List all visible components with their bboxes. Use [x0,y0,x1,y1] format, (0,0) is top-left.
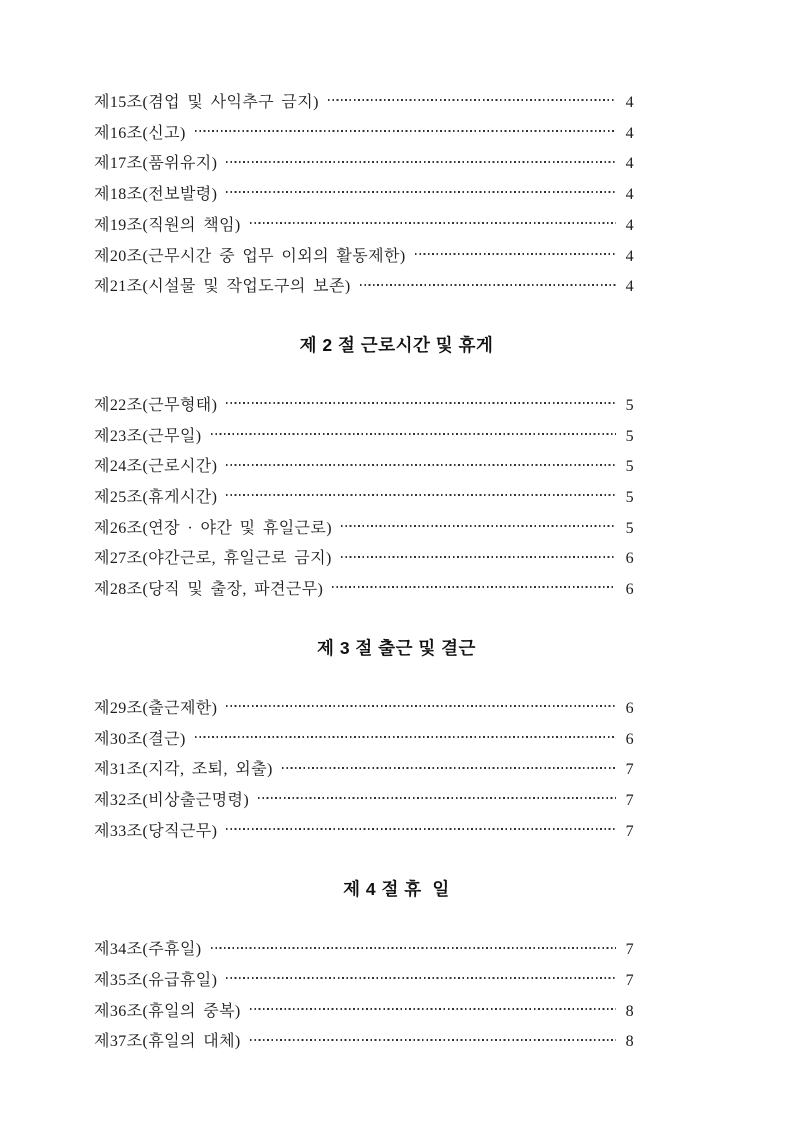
toc-entry [94,786,634,817]
dotted-leader [341,525,616,527]
toc-entry [94,755,634,786]
toc-entry [94,483,634,514]
toc-entry-page-number: 7 [625,791,634,809]
toc-entry-page-number: 7 [625,822,634,840]
table-of-contents [94,88,634,1058]
toc-entry-page-number: 7 [625,941,634,959]
toc-entry-page-number: 6 [625,581,634,599]
toc-entry-page-number: 5 [625,396,634,414]
toc-entry [94,1027,634,1058]
dotted-leader [195,130,616,132]
toc-entry [94,725,634,756]
toc-entry-label: 제29조(출근제한) [94,699,218,717]
toc-entry [94,966,634,997]
toc-entry [94,997,634,1028]
toc-entry-label: 제15조(겸업 및 사익추구 금지) [94,94,319,111]
toc-entry-label: 제32조(비상출근명령) [94,791,250,809]
toc-entry-page-number: 6 [625,550,634,568]
dotted-leader [415,253,616,255]
toc-entry-label: 제21조(시설물 및 작업도구의 보존) [94,278,351,296]
toc-entry-page-number: 5 [625,427,634,445]
toc-entry [94,211,634,242]
toc-entry [94,242,634,273]
toc-entry [94,452,634,483]
toc-entry-page-number: 4 [625,155,634,173]
toc-entry [94,544,634,575]
section-heading: 제 4 절 휴 일 [343,879,450,900]
toc-entry-label: 제28조(당직 및 출장, 파견근무) [94,581,324,599]
dotted-leader [328,99,616,101]
dotted-leader [258,797,616,799]
dotted-leader [226,828,616,830]
toc-entry-page-number: 5 [625,519,634,537]
toc-entry [94,575,634,606]
dotted-leader [226,464,616,466]
toc-entry-page-number: 7 [625,972,634,990]
toc-entry-page-number: 4 [625,278,634,296]
dotted-leader [332,586,616,588]
toc-entry [94,149,634,180]
toc-entry-label: 제23조(근무일) [94,427,202,445]
toc-entry-label: 제20조(근무시간 중 업무 이외의 활동제한) [94,247,406,265]
dotted-leader [250,1008,616,1010]
toc-entry-page-number: 7 [625,761,634,779]
dotted-leader [226,494,616,496]
toc-entry [94,119,634,150]
toc-entry [94,88,634,119]
toc-entry-label: 제36조(휴일의 중복) [94,1002,241,1020]
dotted-leader [195,736,616,738]
toc-entry-page-number: 6 [625,730,634,748]
toc-entry-label: 제27조(야간근로, 휴일근로 금지) [94,550,332,568]
toc-entry-label: 제22조(근무형태) [94,396,218,414]
toc-entry [94,422,634,453]
toc-entry-page-number: 4 [625,124,634,142]
toc-entry-label: 제31조(지각, 조퇴, 외출) [94,761,273,779]
toc-entry-page-number: 6 [625,699,634,717]
toc-entry-label: 제26조(연장 · 야간 및 휴일근로) [94,519,333,537]
toc-entry-page-number: 8 [625,1033,634,1051]
toc-entry-page-number: 4 [625,94,634,111]
dotted-leader [250,1039,616,1041]
dotted-leader [226,161,616,163]
toc-entry-label: 제17조(품위유지) [94,155,218,173]
dotted-leader [360,284,616,286]
toc-entry-page-number: 5 [625,458,634,476]
toc-entry-label: 제24조(근로시간) [94,458,218,476]
section-heading: 제 3 절 출근 및 결근 [317,637,476,658]
dotted-leader [250,222,616,224]
section-heading: 제 2 절 근로시간 및 휴게 [299,334,494,355]
dotted-leader [226,705,616,707]
dotted-leader [226,977,616,979]
toc-entry-label: 제16조(신고) [94,124,186,142]
dotted-leader [282,767,616,769]
toc-entry [94,817,634,848]
toc-entry-label: 제35조(유급휴일) [94,972,218,990]
toc-entry-label: 제33조(당직근무) [94,822,218,840]
toc-entry-page-number: 4 [625,216,634,234]
dotted-leader [211,433,616,435]
dotted-leader [341,556,616,558]
toc-entry-page-number: 8 [625,1002,634,1020]
toc-entry-label: 제18조(전보발령) [94,186,218,204]
toc-entry-label: 제37조(휴일의 대체) [94,1033,241,1051]
toc-entry-label: 제19조(직원의 책임) [94,216,241,234]
toc-entry-page-number: 5 [625,489,634,507]
toc-entry-label: 제34조(주휴일) [94,941,202,959]
dotted-leader [226,402,616,404]
dotted-leader [211,947,616,949]
toc-entry [94,935,634,966]
toc-entry-page-number: 4 [625,186,634,204]
toc-entry [94,180,634,211]
toc-entry-page-number: 4 [625,247,634,265]
toc-entry-label: 제30조(결근) [94,730,186,748]
toc-entry [94,272,634,303]
dotted-leader [226,191,616,193]
toc-entry-label: 제25조(휴게시간) [94,489,218,507]
toc-entry [94,694,634,725]
toc-entry [94,391,634,422]
toc-entry [94,514,634,545]
